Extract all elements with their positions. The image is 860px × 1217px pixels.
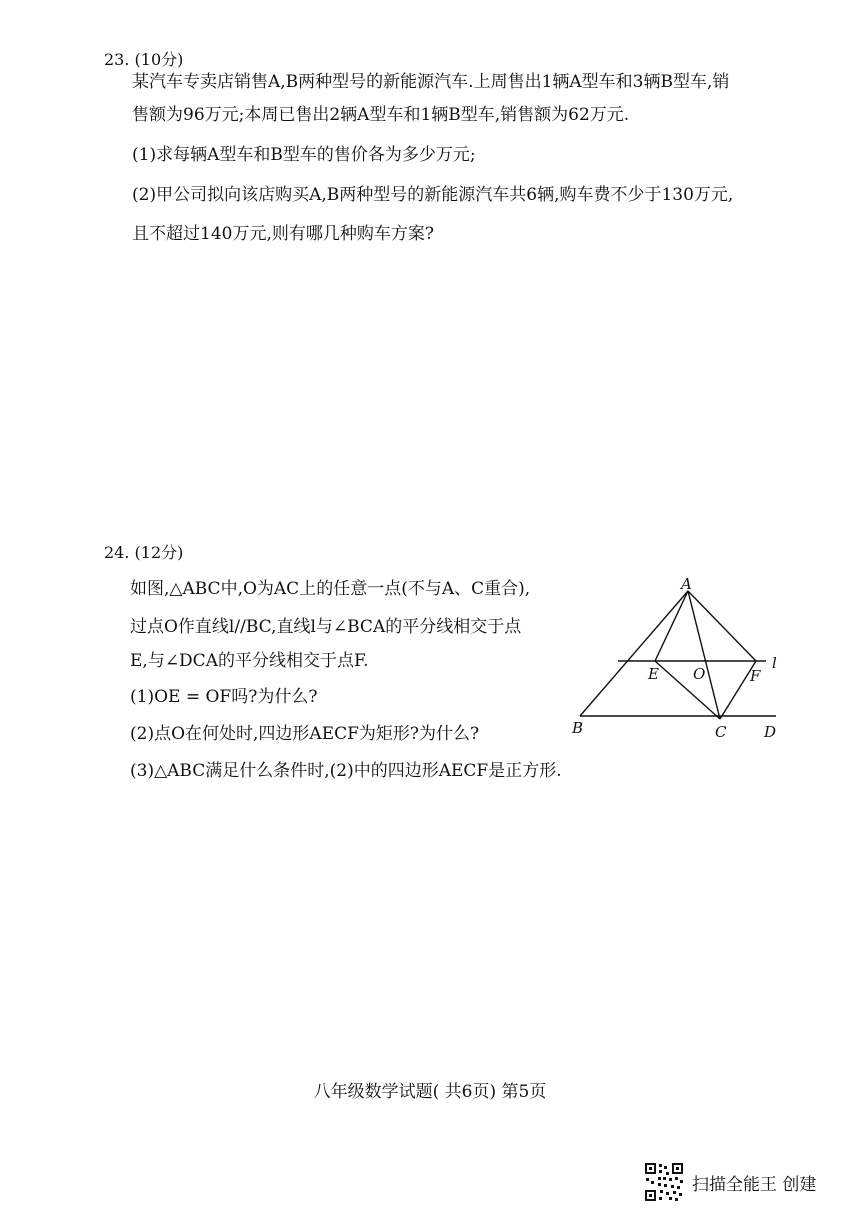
segment-AF: [688, 591, 756, 661]
label-O: O: [693, 665, 706, 683]
q23-line-3: (1)求每辆A型车和B型车的售价各为多少万元;: [132, 145, 476, 165]
q24-line-1: 如图,△ABC中,O为AC上的任意一点(不与A、C重合),: [130, 579, 531, 599]
q24-line-3: E,与∠DCA的平分线相交于点F.: [130, 651, 369, 671]
q24-number: 24. (12分): [104, 543, 184, 562]
q23-line-1: 某汽车专卖店销售A,B两种型号的新能源汽车.上周售出1辆A型车和3辆B型车,销: [132, 72, 730, 92]
watermark-text: 扫描全能王 创建: [692, 1174, 817, 1195]
segment-AB: [580, 591, 688, 716]
q24-line-6: (3)△ABC满足什么条件时,(2)中的四边形AECF是正方形.: [130, 761, 562, 781]
label-l: l: [772, 654, 777, 672]
label-D: D: [764, 723, 777, 741]
q24-line-5: (2)点O在何处时,四边形AECF为矩形?为什么?: [130, 724, 480, 744]
label-E: E: [648, 665, 659, 683]
q24-line-2: 过点O作直线l//BC,直线l与∠BCA的平分线相交于点: [130, 617, 522, 637]
segment-EC: [655, 661, 720, 719]
scanner-watermark: [644, 1162, 816, 1202]
qr-code-icon: [644, 1162, 684, 1202]
geometry-figure: [560, 575, 800, 750]
q23-line-2: 售额为96万元;本周已售出2辆A型车和1辆B型车,销售额为62万元.: [132, 105, 630, 125]
segment-AE: [655, 591, 688, 661]
q23-number: 23. (10分): [104, 50, 184, 69]
q23-line-5: 且不超过140万元,则有哪几种购车方案?: [132, 224, 434, 244]
segment-AC: [688, 591, 720, 719]
q24-line-4: (1)OE = OF吗?为什么?: [130, 687, 318, 707]
page-footer: 八年级数学试题( 共6页) 第5页: [313, 1082, 547, 1102]
label-B: B: [572, 719, 584, 737]
label-C: C: [715, 723, 727, 741]
q23-line-4: (2)甲公司拟向该店购买A,B两种型号的新能源汽车共6辆,购车费不少于130万元,: [132, 185, 734, 205]
label-A: A: [681, 575, 692, 593]
label-F: F: [750, 667, 761, 685]
